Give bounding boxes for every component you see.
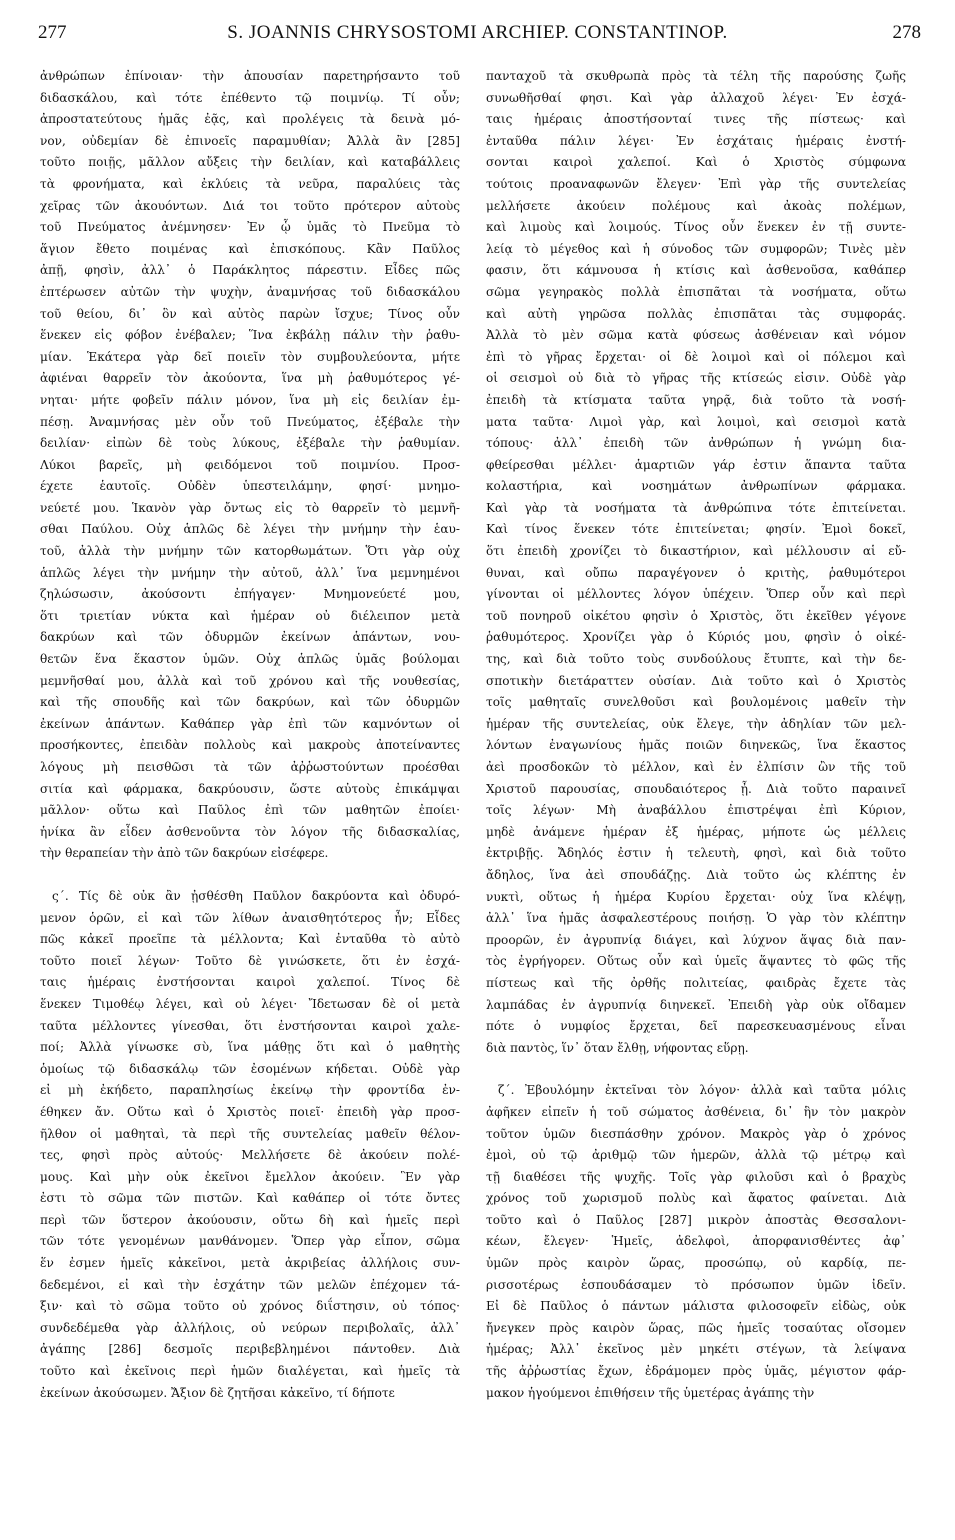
text-line: διὰ παντὸς, ἵν᾽ ὅταν ἔλθῃ, νήφοντας εὕρῃ.: [486, 1040, 749, 1055]
text-line: πανταχοῦ τὰ σκυθρωπὰ πρὸς τὰ τέλη τῆς παρούσης ζωῆς: [486, 69, 906, 83]
text-line: εἰ μὴ ἐκήδετο, παραπλησίως ἐκείνῳ τὴν φροντίδα ἐν-: [40, 1083, 460, 1098]
text-line: νεύετέ μου. Ἱκανὸν γὰρ ὄντως εἰς τὸ θαρρεῖν τὸ μεμνῆ-: [40, 500, 460, 515]
text-line: θυναι, καὶ οὔπω παραγέγονεν ὁ κριτὴς, ῥαθυμότεροι: [486, 565, 906, 580]
text-line: ἕν ἐσμεν ἡμεῖς κἀκεῖνοι, μετὰ ἀκριβείας ἀλλήλοις συν-: [40, 1256, 460, 1271]
text-line: δειλίαν· εἰπὼν δὲ τοὺς λύκους, ἐξέβαλε τὴν ῥαθυμίαν.: [40, 436, 460, 451]
text-line: θετῶν ἕνα ἕκαστον ὑμῶν. Οὐχ ἁπλῶς ὑμᾶς βούλομαι: [40, 652, 460, 667]
text-line: ποί; Ἀλλὰ γίνωσκε σὺ, ἵνα μάθῃς ὅτι καὶ ὁ μαθητὴς: [40, 1040, 460, 1055]
text-line: ἐκείνων ἀκούσωμεν. Ἄξιον δὲ ζητῆσαι κἀκεῖνο, τί δήποτε: [40, 1385, 395, 1400]
text-line: κολαστήρια, καὶ νοσημάτων ἀνθρωπίνων φάρμακα.: [486, 479, 906, 494]
text-line: ματα ταῦτα· Λιμοὶ γὰρ, καὶ λοιμοὶ, καὶ σεισμοὶ κατὰ: [486, 414, 906, 429]
text-line: ῥαθυμότερος. Χρονίζει γὰρ ὁ Κύριός μου, φησὶν ὁ οἰκέ-: [486, 630, 906, 645]
text-line: ἐπτέρωσεν αὐτῶν τὴν ψυχὴν, ἀναμνήσας τοῦ διδασκάλου: [40, 284, 460, 299]
text-line: πότε ὁ νυμφίος ἔρχεται, δεῖ παρεσκευασμένους εἶναι: [486, 1019, 906, 1034]
text-line: ἀπῇ, φησὶν, ἀλλ᾽ ὁ Παράκλητος πάρεστιν. Εἶδες πῶς: [40, 263, 460, 278]
text-line: δακρύων καὶ τῶν ὀδυρμῶν ἐκείνων ἁπάντων, νου-: [40, 630, 460, 645]
text-line: καὶ τῆς σπουδῆς καὶ τῶν δακρύων, καὶ τῶν ὀδυρμῶν: [40, 695, 460, 710]
text-line: μεμνῆσθαί μου, ἀλλὰ καὶ τοῦ χρόνου καὶ τῆς νουθεσίας,: [40, 673, 460, 688]
text-line: τοῦ, ἀλλὰ τὴν μνήμην τῶν κατορθωμάτων. Ὅτι γὰρ οὐχ: [40, 544, 460, 559]
text-line: ταις ἡμέραις ἐνστήσονται καιροὶ χαλεποί. Τίνος δὲ: [40, 975, 460, 990]
text-line: ὅτι τριετίαν νύκτα καὶ ἡμέραν οὐ διέλειπον μετὰ: [40, 608, 460, 623]
text-line: καὶ αὐτὴ γηρῶσα πολλὰς ἐπισπᾶται τὰς συμφοράς.: [486, 306, 906, 321]
text-line: τοῦτο καὶ ὁ Παῦλος [287] μικρὸν ἀποστὰς Θεσσαλονι-: [486, 1212, 906, 1227]
text-line: μᾶλλον· οὕτω καὶ Παῦλος ἐπὶ τῶν μαθητῶν ἐποίει·: [40, 803, 460, 818]
text-line: ζηλώσωσιν, ἀκούσοντι ἐπήγαγεν· Μνημονεύετέ μου,: [40, 587, 460, 602]
text-line: Εἰ δὲ Παῦλος ὁ πάντων μάλιστα φιλοσοφεῖν εἰδὼς, οὐκ: [486, 1299, 906, 1314]
text-line: οἱ σεισμοὶ οὐ διὰ τὸ γῆρας τῆς κτίσεώς εἰσιν. Οὐδὲ γὰρ: [486, 371, 906, 386]
text-line: ς΄. Τίς δὲ οὐκ ἂν ᾐσθέσθη Παῦλον δακρύοντα καὶ ὀδυρό-: [52, 888, 460, 903]
text-line: ἕνεκεν Τιμοθέῳ λέγει, καὶ οὐ λέγει· Ἴδετωσαν δὲ οἱ μετὰ: [40, 996, 460, 1011]
text-line: κέων, ἔλεγεν· Ἡμεῖς, ἀδελφοὶ, ἀπορφανισθέντες ἀφ᾽: [486, 1234, 906, 1249]
text-line: μους. Καὶ μὴν οὐκ ἐκεῖνοι ἔμελλον ἀκούειν. Ἓν γὰρ: [40, 1169, 460, 1184]
text-line: ὅτι ἐπειδὴ χρονίζει τὸ δικαστήριον, καὶ μέλλουσιν αἱ εὔ-: [486, 544, 906, 559]
text-line: τοῦ Πνεύματος ἀνέμνησεν· Ἐν ᾧ ὑμᾶς τὸ Πνεῦμα τὸ: [40, 220, 460, 235]
text-line: ἐκείνων ἁπάντων. Καθάπερ γὰρ ἐπὶ τῶν καμνόντων οἱ: [40, 716, 460, 731]
text-line: μελλήσετε ἀκούειν πολέμους καὶ ἀκοὰς πολέμων,: [486, 198, 906, 213]
text-line: Καὶ γὰρ τὰ νοσήματα τὰ ἀνθρώπινα τότε ἐπιτείνεται.: [486, 500, 906, 515]
text-line: μενον ὁρῶν, εἰ καὶ τῶν λίθων ἀναισθητότερος ἦν; Εἶδες: [40, 910, 460, 925]
text-line: Ἀλλὰ τὸ μὲν σῶμα κατὰ φύσεως ἀσθένειαν καὶ νόμον: [486, 328, 906, 343]
text-line: ἡμέρας; Ἀλλ᾽ ἐκεῖνος μὲν μηκέτι στέγων, τὰ λείψανα: [486, 1342, 906, 1357]
text-line: δεδεμένοι, εἰ καὶ τὴν ἐσχάτην τῶν μελῶν ἐπέχομεν τά-: [40, 1277, 460, 1292]
text-line: ζ΄. Ἐβουλόμην ἐκτεῖναι τὸν λόγον· ἀλλὰ καὶ ταῦτα μόλις: [498, 1083, 906, 1098]
text-line: ἐνταῦθα πάλιν λέγει· Ἐν ἐσχάταις ἡμέραις ἐνστή-: [486, 133, 906, 148]
text-line: ὁμοίως τῷ διδασκάλῳ τῶν ἐσομένων κήδεται. Οὐδὲ γὰρ: [40, 1061, 460, 1076]
text-line: ἐκτριβῇς. Ἄδηλός ἐστιν ἡ τελευτὴ, φησὶ, καὶ διὰ τοῦτο: [486, 846, 906, 861]
text-line: Χριστοῦ παρουσίας, σπουδαιότερος ᾖ. Διὰ τοῦτο παραινεῖ: [486, 781, 906, 796]
right-text-column: [486, 66, 906, 1518]
text-line: συνωθῆσθαί φησι. Καὶ γὰρ ἀλλαχοῦ λέγει· Ἐν ἐσχά-: [486, 90, 906, 105]
text-line: τοῦτο ποιεῖ λέγων· Τοῦτο δὲ γινώσκετε, ὅτι ἐν ἐσχά-: [40, 953, 460, 968]
text-line: σῶμα γεγηρακὸς πολλὰ ἐπισπᾶται τὰ νοσήματα, οὕτω: [486, 284, 906, 299]
text-line: ἤνεγκεν πρὸς καιρὸν ὥρας, πῶς ἡμεῖς τοσαύτας οἴσομεν: [486, 1320, 906, 1335]
text-line: μηδὲ ἀνάμενε ἡμέραν ἐξ ἡμέρας, μήποτε ὡς μέλλεις: [486, 824, 906, 839]
text-line: λαμπάδας ἐν ἀγρυπνίᾳ διηνεκεῖ. Ἐπειδὴ γὰρ οὐκ οἴδαμεν: [486, 997, 906, 1012]
text-line: τοῖς μαθηταῖς συνελθοῦσι καὶ βουλομένοις μαθεῖν τὴν: [486, 695, 906, 710]
text-line: νυκτὶ, οὕτως ἡ ἡμέρα Κυρίου ἔρχεται· οὐχ ἵνα κλέψῃ,: [486, 889, 906, 904]
text-line: ἀπροστατεύτους ἡμᾶς ἐᾷς, καὶ προλέγεις τὰ δεινὰ μό-: [40, 112, 460, 127]
running-header: [30, 22, 925, 54]
text-line: Λύκοι βαρεῖς, μὴ φειδόμενοι τοῦ ποιμνίου. Προσ-: [40, 457, 460, 472]
text-line: ῆλθον οἱ μαθηταὶ, τὰ περὶ τῆς συντελείας μαθεῖν θέλον-: [40, 1126, 460, 1141]
text-line: έθηκεν ἄν. Οὕτω καὶ ὁ Χριστὸς ποιεῖ· ἐπειδὴ γὰρ προσ-: [40, 1104, 460, 1119]
text-line: έχετε ἑαυτοῖς. Οὐδὲν ὑπεστειλάμην, φησί· μνημο-: [40, 479, 460, 494]
text-line: τούτοις προαναφωνῶν ἔλεγεν· Ἐπὶ γὰρ τῆς συντελείας: [486, 176, 906, 191]
text-line: νον, οὐδεμίαν δὲ ἐπινοεῖς παραμυθίαν; Ἀλλὰ ἂν [285]: [40, 133, 460, 148]
text-line: διδασκάλου, καὶ τότε ἐπέθεντο τῷ ποιμνίῳ. Τί οὖν;: [40, 90, 460, 105]
text-line: σποτικὴν διετάραττεν οὐσίαν. Διὰ τοῦτο καὶ ὁ Χριστὸς: [486, 673, 906, 688]
text-line: σιτία καὶ φάρμακα, δακρύουσιν, ὥστε αὐτοὺς ἐπικάμψαι: [40, 781, 460, 796]
text-line: ἐστι τὸ σῶμα τῶν πιστῶν. Καὶ καθάπερ οἱ τότε ὄντες: [40, 1191, 460, 1206]
text-line: φασιν, ὅτι κάμνουσα ἡ κτίσις καὶ ἀσθενοῦσα, καθάπερ: [486, 263, 906, 278]
text-line: πῶς κἀκεῖ προεῖπε τὰ μέλλοντα; Καὶ ἐνταῦθα τὸ αὐτὸ: [40, 932, 460, 947]
text-line: τοῦ πονηροῦ οἰκέτου φησὶν ὁ Χριστὸς, ὅτι ἐκεῖθεν γέγονε: [486, 608, 906, 623]
text-line: ἐπειδὴ τὰ κτίσματα ταῦτα γηρᾷ, διὰ τοῦτο τὰ νοσή-: [486, 392, 906, 407]
text-line: σονται καιροὶ χαλεποί. Καὶ ὁ Χριστὸς σύμφωνα: [486, 155, 906, 170]
text-line: ἕνεκεν εἰς φόβον ἐνέβαλεν; Ἵνα ἐκβάλῃ πάλιν τὴν ῥαθυ-: [40, 328, 460, 343]
paragraph-break: [40, 865, 460, 886]
text-line: σθαι Παύλου. Οὐχ ἁπλῶς δὲ λέγει τὴν μνήμην τὴν ἑαυ-: [40, 522, 460, 537]
text-line: χρόνος τοῦ χωρισμοῦ πολὺς καὶ ἄφατος φαίνεται. Διὰ: [486, 1191, 906, 1206]
running-title: S. JOANNIS CHRYSOSTOMI ARCHIEP. CONSTANTINOP.: [227, 22, 728, 43]
text-line: τὰ φρονήματα, καὶ ἐκλύεις τὰ νεῦρα, παραλύεις τὰς: [40, 176, 460, 191]
text-line: πίστεως καὶ τῆς ὀρθῆς πολιτείας, φαιδρὰς ἔχετε τὰς: [486, 975, 906, 990]
text-line: προσήκοντες, ἐπειδὰν πολλοὺς καὶ μακροὺς ἀποτείναντες: [40, 738, 460, 753]
page-number-left: 277: [38, 22, 67, 43]
paragraph-break: [486, 1059, 906, 1080]
text-line: ἅγιον ἔθετο ποιμένας καὶ ἐπισκόπους. Κἂν Παῦλος: [40, 241, 460, 256]
text-line: ἡνίκα ἂν εἶδεν ἀσθενοῦντα τὸν λόγον τῆς διδασκαλίας,: [40, 824, 460, 839]
text-line: πέσῃ. Ἀναμνήσας μὲν οὖν τοῦ Πνεύματος, ἐξέβαλε τὴν: [40, 414, 460, 429]
text-line: τῆς ἀῤῥωστίας ἔχων, ἐδράμομεν πρὸς ὑμᾶς, μέγιστον φάρ-: [486, 1364, 906, 1379]
text-line: ἁπλῶς λέγει τὴν μνήμην τὴν αὐτοῦ, ἀλλ᾽ ἵνα μεμνημένοι: [40, 565, 460, 580]
text-line: ξιν· καὶ τὸ σῶμα τοῦτο οὐ χρόνος διΐστησιν, οὐ τόπος·: [40, 1299, 460, 1314]
text-line: ρισσοτέρως ἐσπουδάσαμεν τὸ πρόσωπον ὑμῶν ἰδεῖν.: [486, 1277, 906, 1292]
text-line: τὴν θεραπείαν τὴν ἀπὸ τῶν δακρύων εἰσέφερε.: [40, 846, 329, 861]
text-line: ἀλλ᾽ ἵνα ἡμᾶς ἀσφαλεστέρους ποιήσῃ. Ὁ γὰρ τὸν κλέπτην: [486, 911, 906, 926]
text-line: ἐμοὶ, οὐ τῷ ἀριθμῷ τῶν ἡμερῶν, ἀλλὰ τῷ μέτρῳ καὶ: [486, 1148, 906, 1163]
text-line: τοῦτο ποιῇς, μᾶλλον αὔξεις τὴν δειλίαν, καὶ καταβάλλεις: [40, 155, 460, 170]
text-line: της, καὶ διὰ τοῦτο τοὺς συνδούλους ἔτυπτε, καὶ τὴν δε-: [486, 652, 906, 667]
text-line: ἄδηλος, ἵνα ἀεὶ σπουδάζῃς. Διὰ τοῦτο ὡς κλέπτης ἐν: [486, 867, 906, 882]
text-line: καὶ λιμοὺς καὶ λοιμούς. Τίνος οὖν ἕνεκεν ἐν τῇ συντε-: [486, 220, 906, 235]
text-line: γίνονται οἱ μέλλοντες λόγον ὑπέχειν. Ὅπερ οὖν καὶ περὶ: [486, 587, 906, 602]
text-line: τοῖς λέγων· Μὴ ἀναβάλλου ἐπιστρέψαι ἐπὶ Κύριον,: [486, 803, 906, 818]
text-line: ὑμῶν πρὸς καιρὸν ὥρας, προσώπῳ, οὐ καρδίᾳ, πε-: [486, 1256, 906, 1271]
text-line: τῇ διαθέσει τῆς ψυχῆς. Τοῖς γὰρ φιλοῦσι καὶ ὁ βραχὺς: [486, 1169, 906, 1184]
text-line: ταις ἡμέραις ἀποστήσονταί τινες τῆς πίστεως· καὶ: [486, 112, 906, 127]
text-line: ἀεὶ προσδοκῶν τὸ μέλλον, καὶ ἐν ἐλπίσιν ὢν τῆς τοῦ: [486, 760, 906, 774]
text-line: λόντων ἐναγωνίους ἡμᾶς ποιῶν διηνεκῶς, ἵνα ἕκαστος: [486, 738, 906, 753]
text-line: ἀφιέναι θαρρεῖν τὸν ἀκούοντα, ἵνα μὴ ῥαθυμότερος γέ-: [40, 371, 460, 386]
text-line: τοῦτο καὶ ἐκεῖνοις περὶ ἡμῶν διαλέγεται, καὶ ἡμεῖς τὰ: [40, 1364, 460, 1379]
text-line: τες, φησὶ πρὸς αὐτούς· Μελλήσετε δὲ ἀκούειν πολέ-: [40, 1148, 460, 1163]
text-line: τοῦτον ὑμῶν διεσπάσθην χρόνον. Μακρὸς γὰρ ὁ χρόνος: [486, 1126, 906, 1141]
text-line: τοῦ θείου, δι᾽ ὃν καὶ αὐτὸς παρὼν ἴσχυε; Τίνος οὖν: [40, 306, 460, 321]
text-line: Καὶ τίνος ἕνεκεν τότε ἐπιτείνεται; φησίν. Ἐμοὶ δοκεῖ,: [486, 522, 906, 537]
text-line: τόπους· ἀλλ᾽ ἐπειδὴ τῶν ἀνθρώπων ἡ γνώμη δια-: [486, 436, 906, 451]
text-line: προορῶν, ἐν ἀγρυπνίᾳ διάγει, καὶ λύχνον ἅψας διὰ παν-: [486, 932, 906, 947]
text-line: νηται· μήτε φοβεῖν πάλιν μόνον, ἵνα μὴ εἰς δειλίαν ἐμ-: [40, 392, 460, 407]
text-line: μίαν. Ἑκάτερα γὰρ δεῖ ποιεῖν τὸν συμβουλεύοντα, μήτε: [40, 349, 460, 364]
text-line: χεῖρας τῶν ἀκουόντων. Διά τοι τοῦτο πρότερον αὐτοὺς: [40, 198, 460, 213]
text-line: λόγους μὴ πεισθῶσι τὰ τῶν ἀῤῥωστούντων προέσθαι: [40, 760, 460, 774]
text-line: ἀνθρώπων ἐπίνοιαν· τὴν ἀπουσίαν παρετηρήσαντο τοῦ: [40, 69, 460, 83]
left-text-column: [40, 66, 460, 1518]
page-number-right: 278: [892, 22, 921, 43]
text-line: φθείρεσθαι μέλλει· ἁμαρτιῶν γάρ ἐστιν ἅπαντα ταῦτα: [486, 457, 906, 472]
text-line: συνδεδέμεθα γὰρ ἀλλήλοις, οὐ νεύρων περιβολαῖς, ἀλλ᾽: [40, 1320, 460, 1335]
text-line: τὸς ἐγρήγορεν. Οὕτως οὖν καὶ ὑμεῖς ἅψαντες τὸ φῶς τῆς: [486, 954, 906, 969]
text-line: ἐπὶ τὸ γῆρας ἔρχεται· οἱ δὲ λοιμοὶ καὶ οἱ πόλεμοι καὶ: [486, 349, 906, 364]
text-line: ἀφῆκεν εἰπεῖν ἡ τοῦ σώματος ἀσθένεια, δι᾽ ἣν τὸν μακρὸν: [486, 1104, 906, 1119]
text-line: μακον ἡγούμενοι ἐπιθήσειν τῆς ὑμετέρας ἀγάπης τὴν: [486, 1385, 815, 1400]
text-line: τῶν τότε γενομένων μανθάνομεν. Ὅπερ γὰρ εἶπον, σῶμα: [40, 1234, 460, 1249]
text-line: λείᾳ τὸ μέγεθος καὶ ἡ σύνοδος τῶν συμφορῶν; Τινὲς μὲν: [486, 241, 906, 256]
text-line: περὶ τῶν ὕστερον ἀκούουσιν, οὕτω δὴ καὶ ἡμεῖς περὶ: [40, 1212, 460, 1227]
text-line: ἀγάπης [286] δεσμοῖς περιβεβλημένοι πάντοθεν. Διὰ: [40, 1342, 460, 1357]
text-line: ταῦτα μέλλοντες γίνεσθαι, ὅτι ἐνστήσονται καιροὶ χαλε-: [40, 1018, 460, 1033]
text-line: ἡμέραν τῆς συντελείας, οὐκ ἔλεγε, τὴν ἀδηλίαν τῶν μελ-: [486, 716, 906, 731]
